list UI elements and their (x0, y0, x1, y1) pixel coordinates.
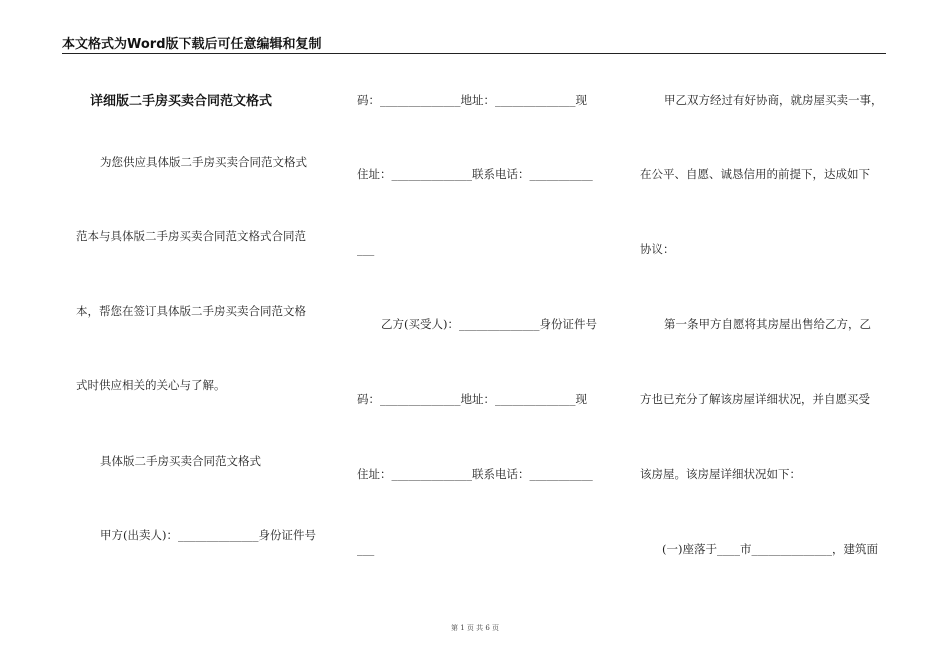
paragraph-line: ___ (357, 242, 375, 256)
paragraph-line: 甲方(出卖人)：______________身份证件号 (100, 528, 316, 542)
paragraph-line: 协议： (640, 242, 675, 256)
paragraph-line: 范本与具体版二手房买卖合同范文格式合同范 (76, 229, 306, 243)
document-header: 本文格式为Word版下载后可任意编辑和复制 (62, 37, 322, 52)
paragraph-line: 该房屋。该房屋详细状况如下： (640, 467, 801, 481)
paragraph-line: 方也已充分了解该房屋详细状况，并自愿买受 (640, 392, 870, 406)
paragraph-line: 式时供应相关的关心与了解。 (76, 378, 226, 392)
paragraph-line: 码：______________地址：______________现 (357, 93, 587, 107)
paragraph-line: 具体版二手房买卖合同范文格式 (100, 454, 261, 468)
paragraph-line: 住址：______________联系电话：___________ (357, 167, 593, 181)
page-indicator: 第 1 页 共 6 页 (450, 624, 500, 632)
paragraph-line: 在公平、自愿、诚恳信用的前提下，达成如下 (640, 167, 870, 181)
paragraph-line: 为您供应具体版二手房买卖合同范文格式 (100, 155, 307, 169)
paragraph-line: 乙方(买受人)：______________身份证件号 (381, 317, 597, 331)
paragraph-line: 住址：______________联系电话：___________ (357, 467, 593, 481)
paragraph-line: 码：______________地址：______________现 (357, 392, 587, 406)
paragraph-line: (一)座落于____市______________，建筑面 (662, 542, 878, 556)
document-title: 详细版二手房买卖合同范文格式 (90, 94, 273, 109)
header-divider (62, 53, 886, 54)
paragraph-line: 第一条甲方自愿将其房屋出售给乙方，乙 (664, 317, 871, 331)
paragraph-line: 本，帮您在签订具体版二手房买卖合同范文格 (76, 304, 306, 318)
paragraph-line: 甲乙双方经过有好协商，就房屋买卖一事， (664, 93, 883, 107)
paragraph-line: ___ (357, 542, 375, 556)
